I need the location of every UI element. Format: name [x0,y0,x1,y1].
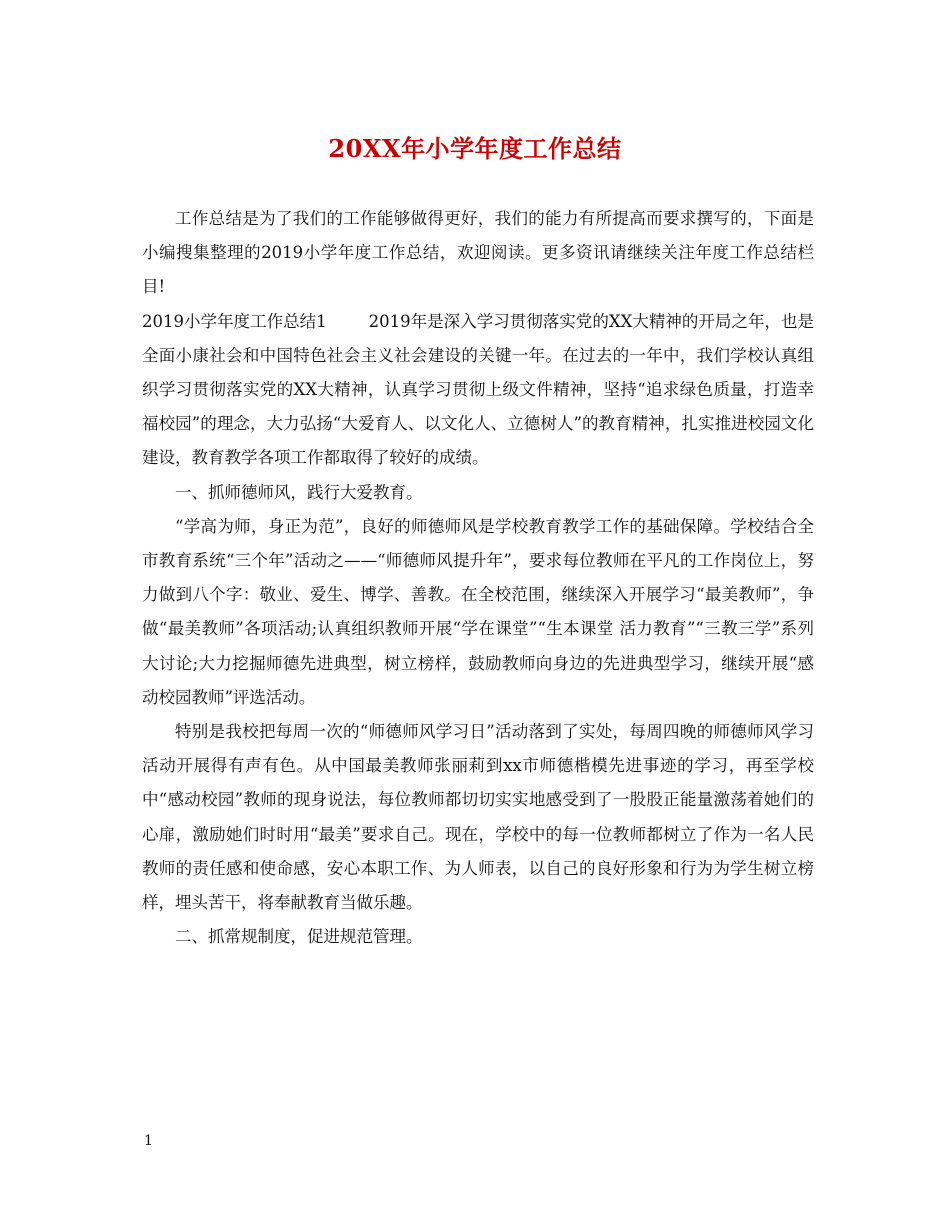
page-number: 1 [144,1133,153,1149]
document-title: 20XX年小学年度工作总结 [328,134,622,163]
body-paragraph-2: 特别是我校把每周一次的“师德师风学习日”活动落到了实处，每周四晚的师德师风学习活动开展得有声有色。从中国最美教师张丽莉到xx市师德楷模先进事迹的学习，再至学校中“感动校园”教师的现身说法，每位教师都切切实实地感受到了一股股正能量激荡着她们的心扉，激励她们时时用“最美”要求自己。现在，学校中的每一位教师都树立了作为一名人民教师的责任感和使命感，安心本职工作、为人师表，以自己的良好形象和行为为学生树立榜样，埋头苦干，将奉献教育当做乐趣。 [142,722,814,913]
section-heading-2: 二、抓常规制度，促进规范管理。 [175,927,423,947]
document-body [142,202,814,954]
section-paragraph [142,305,814,476]
intro-paragraph: 工作总结是为了我们的工作能够做得更好，我们的能力有所提高而要求撰写的，下面是小编搜集整理的2019小学年度工作总结，欢迎阅读。更多资讯请继续关注年度工作总结栏目! [142,209,814,297]
section-label: 2019小学年度工作总结1 [142,311,327,331]
section-opening: 2019年是深入学习贯彻落实党的XX大精神的开局之年，也是全面小康社会和中国特色社会主义社会建设的关键一年。在过去的一年中，我们学校认真组织学习贯彻落实党的XX大精神，认真学习贯彻上级文件精神，坚持“追求绿色质量，打造幸福校园”的理念，大力弘扬“大爱育人、以文化人、立德树人”的教育精神，扎实推进校园文化建设，教育教学各项工作都取得了较好的成绩。 [142,311,814,468]
body-paragraph-1: “学高为师，身正为范”，良好的师德师风是学校教育教学工作的基础保障。学校结合全市教育系统“三个年”活动之——“师德师风提升年”，要求每位教师在平凡的工作岗位上，努力做到八个字：敬业、爱生、博学、善教。在全校范围，继续深入开展学习“最美教师”，争做“最美教师”各项活动;认真组织教师开展“学在课堂”“生本课堂 活力教育”“三教三学”系列大讨论;大力挖掘师德先进典型，树立榜样，鼓励教师向身边的先进典型学习，继续开展“感动校园教师”评选活动。 [142,516,814,707]
section-heading-1: 一、抓师德师风，践行大爱教育。 [175,482,423,502]
